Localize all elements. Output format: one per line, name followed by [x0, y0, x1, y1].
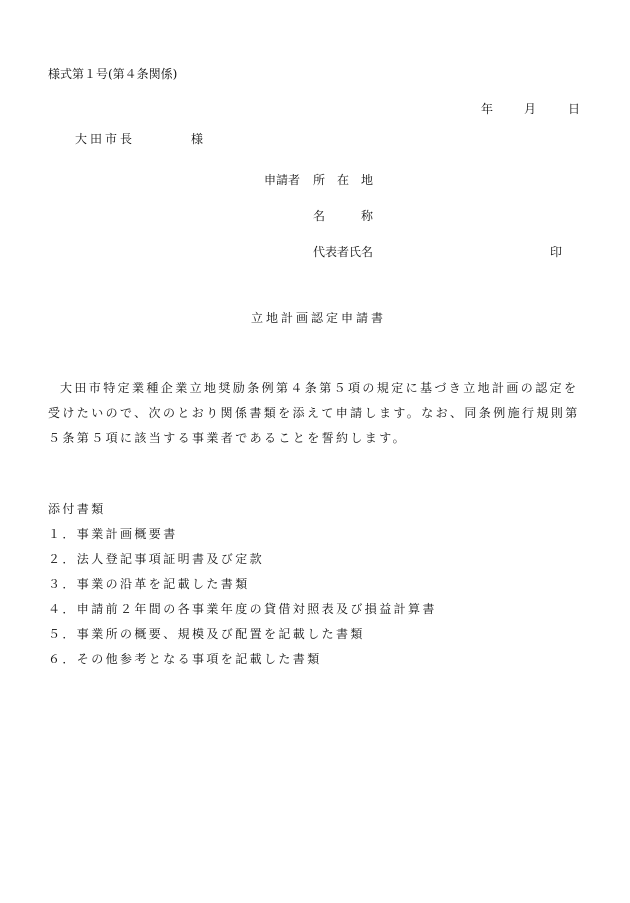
- applicant-label: 申請者: [264, 173, 301, 187]
- seal-mark: 印: [550, 245, 563, 259]
- recipient-honorific: 様: [191, 132, 204, 146]
- document-title: 立地計画認定申請書: [251, 311, 387, 325]
- attachment-item: ４．申請前２年間の各事業年度の貸借対照表及び損益計算書: [48, 602, 437, 616]
- form-number: 様式第１号(第４条関係): [48, 67, 178, 81]
- attachment-item: ３．事業の沿革を記載した書類: [48, 577, 250, 591]
- date-day-label: 日: [568, 102, 581, 116]
- attachments-heading: 添付書類: [48, 502, 106, 516]
- representative-label: 代表者氏名: [313, 245, 374, 259]
- address-label: 所 在 地: [313, 173, 374, 187]
- date-month-label: 月: [524, 102, 537, 116]
- attachment-item: ５．事業所の概要、規模及び配置を記載した書類: [48, 627, 365, 641]
- attachment-item: １．事業計画概要書: [48, 527, 178, 541]
- recipient-name: 大田市長: [75, 132, 136, 146]
- body-line: 受けたいので、次のとおり関係書類を添えて申請します。なお、同条例施行規則第: [48, 406, 580, 420]
- body-line: ５条第５項に該当する事業者であることを誓約します。: [48, 431, 408, 445]
- name-label: 名 称: [313, 209, 374, 223]
- body-line: 大田市特定業種企業立地奨励条例第４条第５項の規定に基づき立地計画の認定を: [60, 381, 579, 395]
- attachment-item: ２．法人登記事項証明書及び定款: [48, 552, 265, 566]
- attachment-item: ６．その他参考となる事項を記載した書類: [48, 652, 322, 666]
- date-year-label: 年: [481, 102, 494, 116]
